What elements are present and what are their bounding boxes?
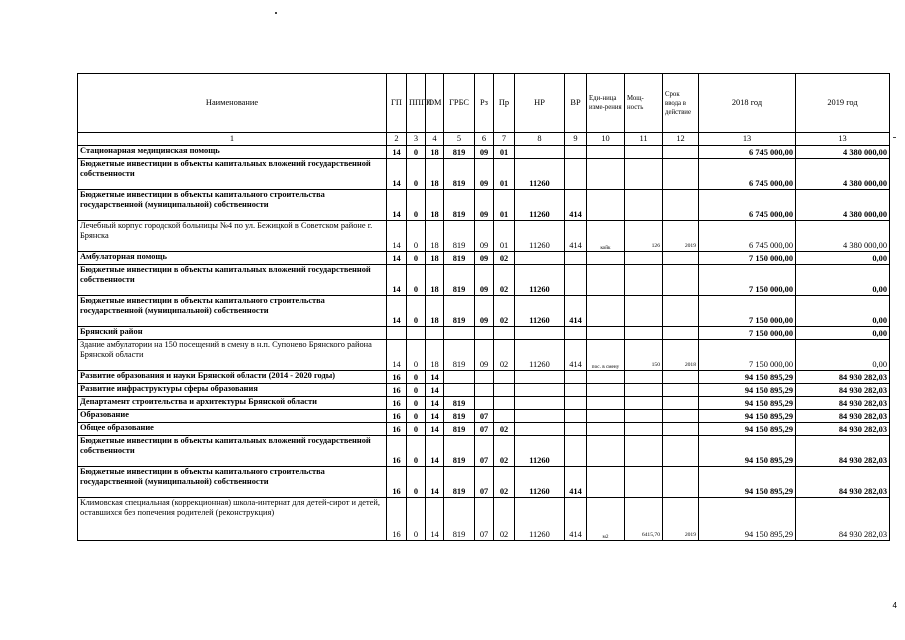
row-term-cell — [663, 190, 699, 221]
row-nr-cell — [515, 371, 565, 384]
row-ppg-cell — [407, 327, 426, 340]
column-number-cell: 13 — [699, 133, 796, 146]
row-grbs-cell: 819 — [444, 397, 475, 410]
row-y2019-cell: 0,00 — [796, 340, 890, 371]
row-rz-cell: 07 — [475, 498, 494, 541]
row-nr-cell: 11260 — [515, 159, 565, 190]
table-row — [78, 436, 890, 467]
row-nr-cell — [515, 410, 565, 423]
row-vr-cell — [565, 423, 587, 436]
row-nr-cell: 11260 — [515, 265, 565, 296]
row-name-cell: Бюджетные инвестиции в объекты капитального строительства государственной (муниципальной) собственности — [78, 190, 387, 221]
row-vr-cell — [565, 252, 587, 265]
row-nr-cell: 11260 — [515, 467, 565, 498]
row-rz-cell: 07 — [475, 410, 494, 423]
row-om-cell: 18 — [426, 159, 444, 190]
row-rz-cell — [475, 371, 494, 384]
column-number-cell: 2 — [387, 133, 407, 146]
row-ppg-cell: 0 — [407, 265, 426, 296]
row-power-cell: 126 — [625, 221, 663, 252]
row-gp-cell: 16 — [387, 384, 407, 397]
column-number-cell: 9 — [565, 133, 587, 146]
row-om-cell — [426, 327, 444, 340]
header-ppg: ППГП — [407, 74, 426, 133]
row-ppg-cell: 0 — [407, 384, 426, 397]
table-row — [78, 498, 890, 541]
row-unit-cell — [587, 159, 625, 190]
row-unit-cell — [587, 252, 625, 265]
row-nr-cell: 11260 — [515, 190, 565, 221]
column-number-cell: 6 — [475, 133, 494, 146]
row-name-cell: Бюджетные инвестиции в объекты капитальных вложений государственной собственности — [78, 159, 387, 190]
row-gp-cell: 14 — [387, 296, 407, 327]
header-power: Мощ-ность — [625, 74, 663, 133]
row-pr-cell: 02 — [494, 340, 515, 371]
row-rz-cell: 07 — [475, 423, 494, 436]
row-power-cell — [625, 467, 663, 498]
row-name-cell: Бюджетные инвестиции в объекты капитального строительства государственной (муниципальной) собственности — [78, 296, 387, 327]
row-term-cell — [663, 252, 699, 265]
row-y2019-cell: 4 380 000,00 — [796, 146, 890, 159]
table-row — [78, 159, 890, 190]
row-pr-cell — [494, 371, 515, 384]
row-y2018-cell: 7 150 000,00 — [699, 327, 796, 340]
row-unit-cell — [587, 397, 625, 410]
row-ppg-cell: 0 — [407, 371, 426, 384]
table-row — [78, 371, 890, 384]
row-term-cell — [663, 423, 699, 436]
header-nr: НР — [515, 74, 565, 133]
row-vr-cell — [565, 327, 587, 340]
row-rz-cell: 09 — [475, 146, 494, 159]
row-term-cell — [663, 296, 699, 327]
table-row — [78, 265, 890, 296]
row-y2018-cell: 94 150 895,29 — [699, 423, 796, 436]
row-om-cell: 14 — [426, 498, 444, 541]
row-y2019-cell: 0,00 — [796, 252, 890, 265]
row-power-cell — [625, 159, 663, 190]
row-vr-cell: 414 — [565, 340, 587, 371]
row-y2018-cell: 94 150 895,29 — [699, 384, 796, 397]
row-y2018-cell: 94 150 895,29 — [699, 410, 796, 423]
row-y2018-cell: 94 150 895,29 — [699, 467, 796, 498]
row-grbs-cell: 819 — [444, 423, 475, 436]
row-rz-cell: 09 — [475, 296, 494, 327]
row-y2019-cell: 84 930 282,03 — [796, 467, 890, 498]
row-pr-cell: 02 — [494, 467, 515, 498]
row-ppg-cell: 0 — [407, 498, 426, 541]
row-power-cell — [625, 410, 663, 423]
row-power-cell: 150 — [625, 340, 663, 371]
row-om-cell: 18 — [426, 265, 444, 296]
row-pr-cell: 02 — [494, 436, 515, 467]
header-grbs: ГРБС — [444, 74, 475, 133]
budget-table — [77, 73, 890, 541]
row-gp-cell: 14 — [387, 340, 407, 371]
row-ppg-cell: 0 — [407, 221, 426, 252]
row-ppg-cell: 0 — [407, 146, 426, 159]
row-grbs-cell: 819 — [444, 498, 475, 541]
row-gp-cell: 16 — [387, 397, 407, 410]
row-pr-cell — [494, 384, 515, 397]
row-rz-cell: 07 — [475, 436, 494, 467]
row-name-cell: Здание амбулатории на 150 посещений в смену в н.п. Супонево Брянского района Брянской области — [78, 340, 387, 371]
row-pr-cell: 01 — [494, 146, 515, 159]
row-pr-cell: 01 — [494, 190, 515, 221]
row-term-cell — [663, 159, 699, 190]
row-power-cell — [625, 190, 663, 221]
row-y2018-cell: 6 745 000,00 — [699, 221, 796, 252]
row-ppg-cell: 0 — [407, 190, 426, 221]
row-pr-cell — [494, 327, 515, 340]
row-name-cell: Общее образование — [78, 423, 387, 436]
table-row — [78, 397, 890, 410]
row-nr-cell: 11260 — [515, 436, 565, 467]
row-pr-cell: 02 — [494, 265, 515, 296]
row-name-cell: Бюджетные инвестиции в объекты капитального строительства государственной (муниципальной) собственности — [78, 467, 387, 498]
row-vr-cell — [565, 384, 587, 397]
row-y2018-cell: 7 150 000,00 — [699, 252, 796, 265]
row-gp-cell: 16 — [387, 467, 407, 498]
row-y2018-cell: 6 745 000,00 — [699, 159, 796, 190]
row-pr-cell: 02 — [494, 252, 515, 265]
row-vr-cell: 414 — [565, 467, 587, 498]
row-grbs-cell: 819 — [444, 340, 475, 371]
row-pr-cell: 02 — [494, 296, 515, 327]
row-om-cell: 18 — [426, 221, 444, 252]
row-vr-cell: 414 — [565, 296, 587, 327]
row-term-cell — [663, 327, 699, 340]
row-grbs-cell: 819 — [444, 296, 475, 327]
row-unit-cell — [587, 190, 625, 221]
table-row — [78, 467, 890, 498]
column-number-cell: 3 — [407, 133, 426, 146]
row-name-cell: Амбулаторная помощь — [78, 252, 387, 265]
table-row — [78, 423, 890, 436]
row-gp-cell: 14 — [387, 146, 407, 159]
row-y2019-cell: 0,00 — [796, 327, 890, 340]
row-ppg-cell: 0 — [407, 296, 426, 327]
row-power-cell: 6415,70 — [625, 498, 663, 541]
row-y2019-cell: 4 380 000,00 — [796, 159, 890, 190]
row-om-cell: 18 — [426, 190, 444, 221]
row-unit-cell — [587, 410, 625, 423]
row-y2019-cell: 84 930 282,03 — [796, 410, 890, 423]
row-pr-cell: 01 — [494, 221, 515, 252]
row-y2018-cell: 94 150 895,29 — [699, 397, 796, 410]
table-row — [78, 410, 890, 423]
row-gp-cell: 14 — [387, 252, 407, 265]
row-grbs-cell: 819 — [444, 436, 475, 467]
row-rz-cell: 07 — [475, 467, 494, 498]
row-y2018-cell: 7 150 000,00 — [699, 296, 796, 327]
row-power-cell — [625, 296, 663, 327]
row-name-cell: Климовская специальная (коррекционная) школа-интернат для детей-сирот и детей, оставшихся без попечения родителей (реконструкция) — [78, 498, 387, 541]
row-y2019-cell: 0,00 — [796, 296, 890, 327]
row-rz-cell — [475, 384, 494, 397]
row-power-cell — [625, 252, 663, 265]
table-row — [78, 384, 890, 397]
row-nr-cell — [515, 252, 565, 265]
row-gp-cell — [387, 327, 407, 340]
row-grbs-cell: 819 — [444, 410, 475, 423]
row-y2018-cell: 6 745 000,00 — [699, 190, 796, 221]
row-grbs-cell — [444, 327, 475, 340]
header-pr: Пр — [494, 74, 515, 133]
row-grbs-cell — [444, 384, 475, 397]
scan-speck — [275, 12, 277, 14]
table-row — [78, 190, 890, 221]
row-name-cell: Брянский район — [78, 327, 387, 340]
row-grbs-cell — [444, 371, 475, 384]
header-term: Срок ввода в действие — [663, 74, 699, 133]
row-om-cell: 14 — [426, 423, 444, 436]
row-gp-cell: 14 — [387, 221, 407, 252]
row-nr-cell — [515, 397, 565, 410]
row-term-cell — [663, 410, 699, 423]
column-number-cell: 11 — [625, 133, 663, 146]
header-gp: ГП — [387, 74, 407, 133]
row-gp-cell: 16 — [387, 498, 407, 541]
row-ppg-cell: 0 — [407, 252, 426, 265]
row-name-cell: Бюджетные инвестиции в объекты капитальных вложений государственной собственности — [78, 265, 387, 296]
row-unit-cell — [587, 423, 625, 436]
row-unit-cell — [587, 265, 625, 296]
row-vr-cell: 414 — [565, 190, 587, 221]
row-pr-cell: 02 — [494, 423, 515, 436]
row-ppg-cell: 0 — [407, 340, 426, 371]
row-ppg-cell: 0 — [407, 436, 426, 467]
header-row — [78, 74, 890, 133]
row-om-cell: 18 — [426, 252, 444, 265]
table-row — [78, 340, 890, 371]
column-number-row — [78, 133, 890, 146]
row-ppg-cell: 0 — [407, 410, 426, 423]
row-ppg-cell: 0 — [407, 467, 426, 498]
row-y2019-cell: 4 380 000,00 — [796, 221, 890, 252]
row-nr-cell — [515, 423, 565, 436]
row-om-cell: 14 — [426, 436, 444, 467]
row-grbs-cell: 819 — [444, 252, 475, 265]
row-term-cell — [663, 397, 699, 410]
header-unit: Еди-ница изме-рения — [587, 74, 625, 133]
row-gp-cell: 14 — [387, 190, 407, 221]
row-term-cell — [663, 265, 699, 296]
row-vr-cell: 414 — [565, 221, 587, 252]
row-name-cell: Лечебный корпус городской больницы №4 по ул. Бежицкой в Советском районе г. Брянска — [78, 221, 387, 252]
row-gp-cell: 14 — [387, 159, 407, 190]
row-y2018-cell: 94 150 895,29 — [699, 371, 796, 384]
header-om: ОМ — [426, 74, 444, 133]
row-grbs-cell: 819 — [444, 190, 475, 221]
table-row — [78, 327, 890, 340]
row-y2019-cell: 84 930 282,03 — [796, 498, 890, 541]
header-rz: Рз — [475, 74, 494, 133]
row-y2018-cell: 94 150 895,29 — [699, 436, 796, 467]
column-number-cell: 4 — [426, 133, 444, 146]
header-vr: ВР — [565, 74, 587, 133]
row-om-cell: 14 — [426, 397, 444, 410]
row-term-cell — [663, 146, 699, 159]
row-gp-cell: 16 — [387, 410, 407, 423]
row-name-cell: Бюджетные инвестиции в объекты капитальных вложений государственной собственности — [78, 436, 387, 467]
row-y2018-cell: 6 745 000,00 — [699, 146, 796, 159]
row-unit-cell — [587, 436, 625, 467]
header-name: Наименование — [78, 74, 387, 133]
row-power-cell — [625, 265, 663, 296]
row-y2019-cell: 84 930 282,03 — [796, 436, 890, 467]
row-vr-cell — [565, 436, 587, 467]
column-number-cell: 12 — [663, 133, 699, 146]
column-number-cell: 13 — [796, 133, 890, 146]
row-grbs-cell: 819 — [444, 159, 475, 190]
row-term-cell — [663, 436, 699, 467]
row-pr-cell — [494, 397, 515, 410]
row-unit-cell — [587, 467, 625, 498]
row-grbs-cell: 819 — [444, 467, 475, 498]
row-unit-cell — [587, 371, 625, 384]
row-om-cell: 18 — [426, 146, 444, 159]
row-name-cell: Развитие образования и науки Брянской области (2014 - 2020 годы) — [78, 371, 387, 384]
table-row — [78, 146, 890, 159]
row-gp-cell: 14 — [387, 265, 407, 296]
row-grbs-cell: 819 — [444, 146, 475, 159]
row-term-cell: 2019 — [663, 498, 699, 541]
row-om-cell: 18 — [426, 296, 444, 327]
row-ppg-cell: 0 — [407, 397, 426, 410]
row-power-cell — [625, 146, 663, 159]
row-y2019-cell: 84 930 282,03 — [796, 397, 890, 410]
row-term-cell — [663, 384, 699, 397]
row-nr-cell: 11260 — [515, 221, 565, 252]
row-power-cell — [625, 436, 663, 467]
table-row — [78, 252, 890, 265]
row-ppg-cell: 0 — [407, 159, 426, 190]
row-gp-cell: 16 — [387, 436, 407, 467]
row-om-cell: 14 — [426, 371, 444, 384]
row-ppg-cell: 0 — [407, 423, 426, 436]
table-row — [78, 296, 890, 327]
row-grbs-cell: 819 — [444, 265, 475, 296]
row-unit-cell — [587, 327, 625, 340]
row-term-cell: 2019 — [663, 221, 699, 252]
column-number-cell: 5 — [444, 133, 475, 146]
row-vr-cell — [565, 371, 587, 384]
row-name-cell: Стационарная медицинская помощь — [78, 146, 387, 159]
row-gp-cell: 16 — [387, 371, 407, 384]
table-body — [78, 146, 890, 541]
row-vr-cell — [565, 146, 587, 159]
row-y2019-cell: 0,00 — [796, 265, 890, 296]
row-rz-cell: 09 — [475, 159, 494, 190]
row-vr-cell — [565, 265, 587, 296]
row-om-cell: 14 — [426, 467, 444, 498]
row-y2018-cell: 7 150 000,00 — [699, 265, 796, 296]
row-rz-cell — [475, 327, 494, 340]
page-number: 4 — [892, 601, 897, 610]
row-unit-cell: м2 — [587, 498, 625, 541]
row-rz-cell: 09 — [475, 340, 494, 371]
row-pr-cell: 01 — [494, 159, 515, 190]
row-power-cell — [625, 371, 663, 384]
column-number-cell: 8 — [515, 133, 565, 146]
row-name-cell: Развитие инфраструктуры сферы образования — [78, 384, 387, 397]
row-rz-cell: 09 — [475, 221, 494, 252]
row-unit-cell — [587, 384, 625, 397]
row-power-cell — [625, 397, 663, 410]
row-rz-cell: 09 — [475, 265, 494, 296]
row-unit-cell: пос. в смену — [587, 340, 625, 371]
row-unit-cell — [587, 296, 625, 327]
column-number-cell: 7 — [494, 133, 515, 146]
row-term-cell: 2018 — [663, 340, 699, 371]
row-rz-cell: 09 — [475, 190, 494, 221]
row-vr-cell: 414 — [565, 498, 587, 541]
row-rz-cell — [475, 397, 494, 410]
row-y2019-cell: 84 930 282,03 — [796, 384, 890, 397]
row-power-cell — [625, 423, 663, 436]
row-y2018-cell: 7 150 000,00 — [699, 340, 796, 371]
row-y2018-cell: 94 150 895,29 — [699, 498, 796, 541]
row-y2019-cell: 84 930 282,03 — [796, 423, 890, 436]
row-term-cell — [663, 371, 699, 384]
header-2019: 2019 год — [796, 74, 890, 133]
row-nr-cell — [515, 146, 565, 159]
row-unit-cell — [587, 146, 625, 159]
row-power-cell — [625, 327, 663, 340]
row-unit-cell: койк — [587, 221, 625, 252]
row-nr-cell — [515, 384, 565, 397]
row-gp-cell: 16 — [387, 423, 407, 436]
row-vr-cell — [565, 410, 587, 423]
row-power-cell — [625, 384, 663, 397]
row-y2019-cell: 84 930 282,03 — [796, 371, 890, 384]
row-vr-cell — [565, 159, 587, 190]
row-nr-cell: 11260 — [515, 340, 565, 371]
column-number-cell: 10 — [587, 133, 625, 146]
row-grbs-cell: 819 — [444, 221, 475, 252]
row-rz-cell: 09 — [475, 252, 494, 265]
row-name-cell: Департамент строительства и архитектуры Брянской области — [78, 397, 387, 410]
header-2018: 2018 год — [699, 74, 796, 133]
row-om-cell: 14 — [426, 384, 444, 397]
row-om-cell: 14 — [426, 410, 444, 423]
row-nr-cell: 11260 — [515, 498, 565, 541]
row-term-cell — [663, 467, 699, 498]
table-row — [78, 221, 890, 252]
row-vr-cell — [565, 397, 587, 410]
row-pr-cell — [494, 410, 515, 423]
row-y2019-cell: 4 380 000,00 — [796, 190, 890, 221]
row-om-cell: 18 — [426, 340, 444, 371]
row-pr-cell: 02 — [494, 498, 515, 541]
row-name-cell: Образование — [78, 410, 387, 423]
column-number-cell: 1 — [78, 133, 387, 146]
row-nr-cell: 11260 — [515, 296, 565, 327]
row-nr-cell — [515, 327, 565, 340]
scan-speck — [893, 137, 896, 138]
